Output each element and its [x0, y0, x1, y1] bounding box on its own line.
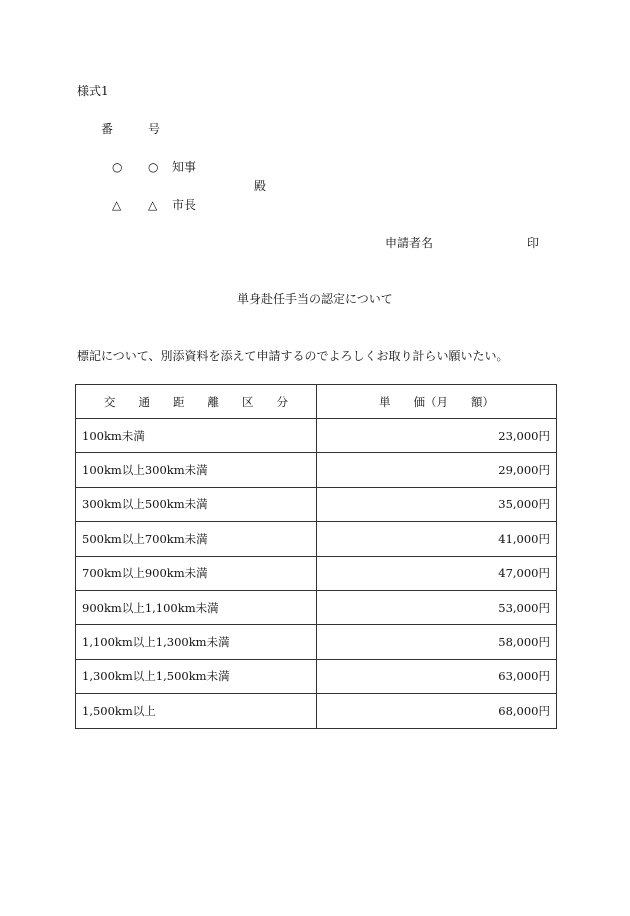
number-label-1: 番	[101, 122, 114, 136]
addressee-governor: 知事	[172, 160, 197, 174]
form-label: 様式1	[77, 84, 109, 98]
seal-label: 印	[527, 236, 540, 250]
addressee-mayor: 市長	[172, 198, 197, 212]
distance-cell: 900km以上1,100km未満	[76, 590, 317, 624]
number-label-2: 号	[148, 122, 161, 136]
amount-cell: 35,000円	[317, 487, 557, 521]
triangle-mark: △	[148, 198, 158, 212]
table-header-row	[76, 385, 557, 419]
distance-cell: 500km以上700km未満	[76, 522, 317, 556]
document-title: 単身赴任手当の認定について	[237, 292, 393, 306]
table-row	[76, 522, 557, 556]
distance-cell: 300km以上500km未満	[76, 487, 317, 521]
honorific: 殿	[254, 179, 267, 193]
distance-cell: 100km未満	[76, 419, 317, 453]
triangle-mark: △	[112, 198, 122, 212]
distance-cell: 100km以上300km未満	[76, 453, 317, 487]
amount-cell: 63,000円	[317, 659, 557, 693]
amount-cell: 23,000円	[317, 419, 557, 453]
body-text: 標記について、別添資料を添えて申請するのでよろしくお取り計らい願いたい。	[77, 349, 509, 363]
table-row	[76, 590, 557, 624]
amount-cell: 53,000円	[317, 590, 557, 624]
table-row	[76, 487, 557, 521]
amount-cell: 29,000円	[317, 453, 557, 487]
applicant-label: 申請者名	[385, 236, 434, 250]
distance-cell: 1,500km以上	[76, 694, 317, 728]
circle-mark: ○	[112, 160, 123, 174]
amount-cell: 68,000円	[317, 694, 557, 728]
table-row	[76, 659, 557, 693]
distance-cell: 1,300km以上1,500km未満	[76, 659, 317, 693]
amount-cell: 47,000円	[317, 556, 557, 590]
table-row	[76, 453, 557, 487]
table-row	[76, 625, 557, 659]
circle-mark: ○	[148, 160, 159, 174]
amount-cell: 41,000円	[317, 522, 557, 556]
table-row	[76, 556, 557, 590]
allowance-table	[75, 384, 557, 729]
header-distance: 交 通 距 離 区 分	[76, 385, 317, 419]
amount-cell: 58,000円	[317, 625, 557, 659]
distance-cell: 700km以上900km未満	[76, 556, 317, 590]
distance-cell: 1,100km以上1,300km未満	[76, 625, 317, 659]
header-amount: 単 価（月 額）	[317, 385, 557, 419]
table-row	[76, 419, 557, 453]
table-row	[76, 694, 557, 728]
